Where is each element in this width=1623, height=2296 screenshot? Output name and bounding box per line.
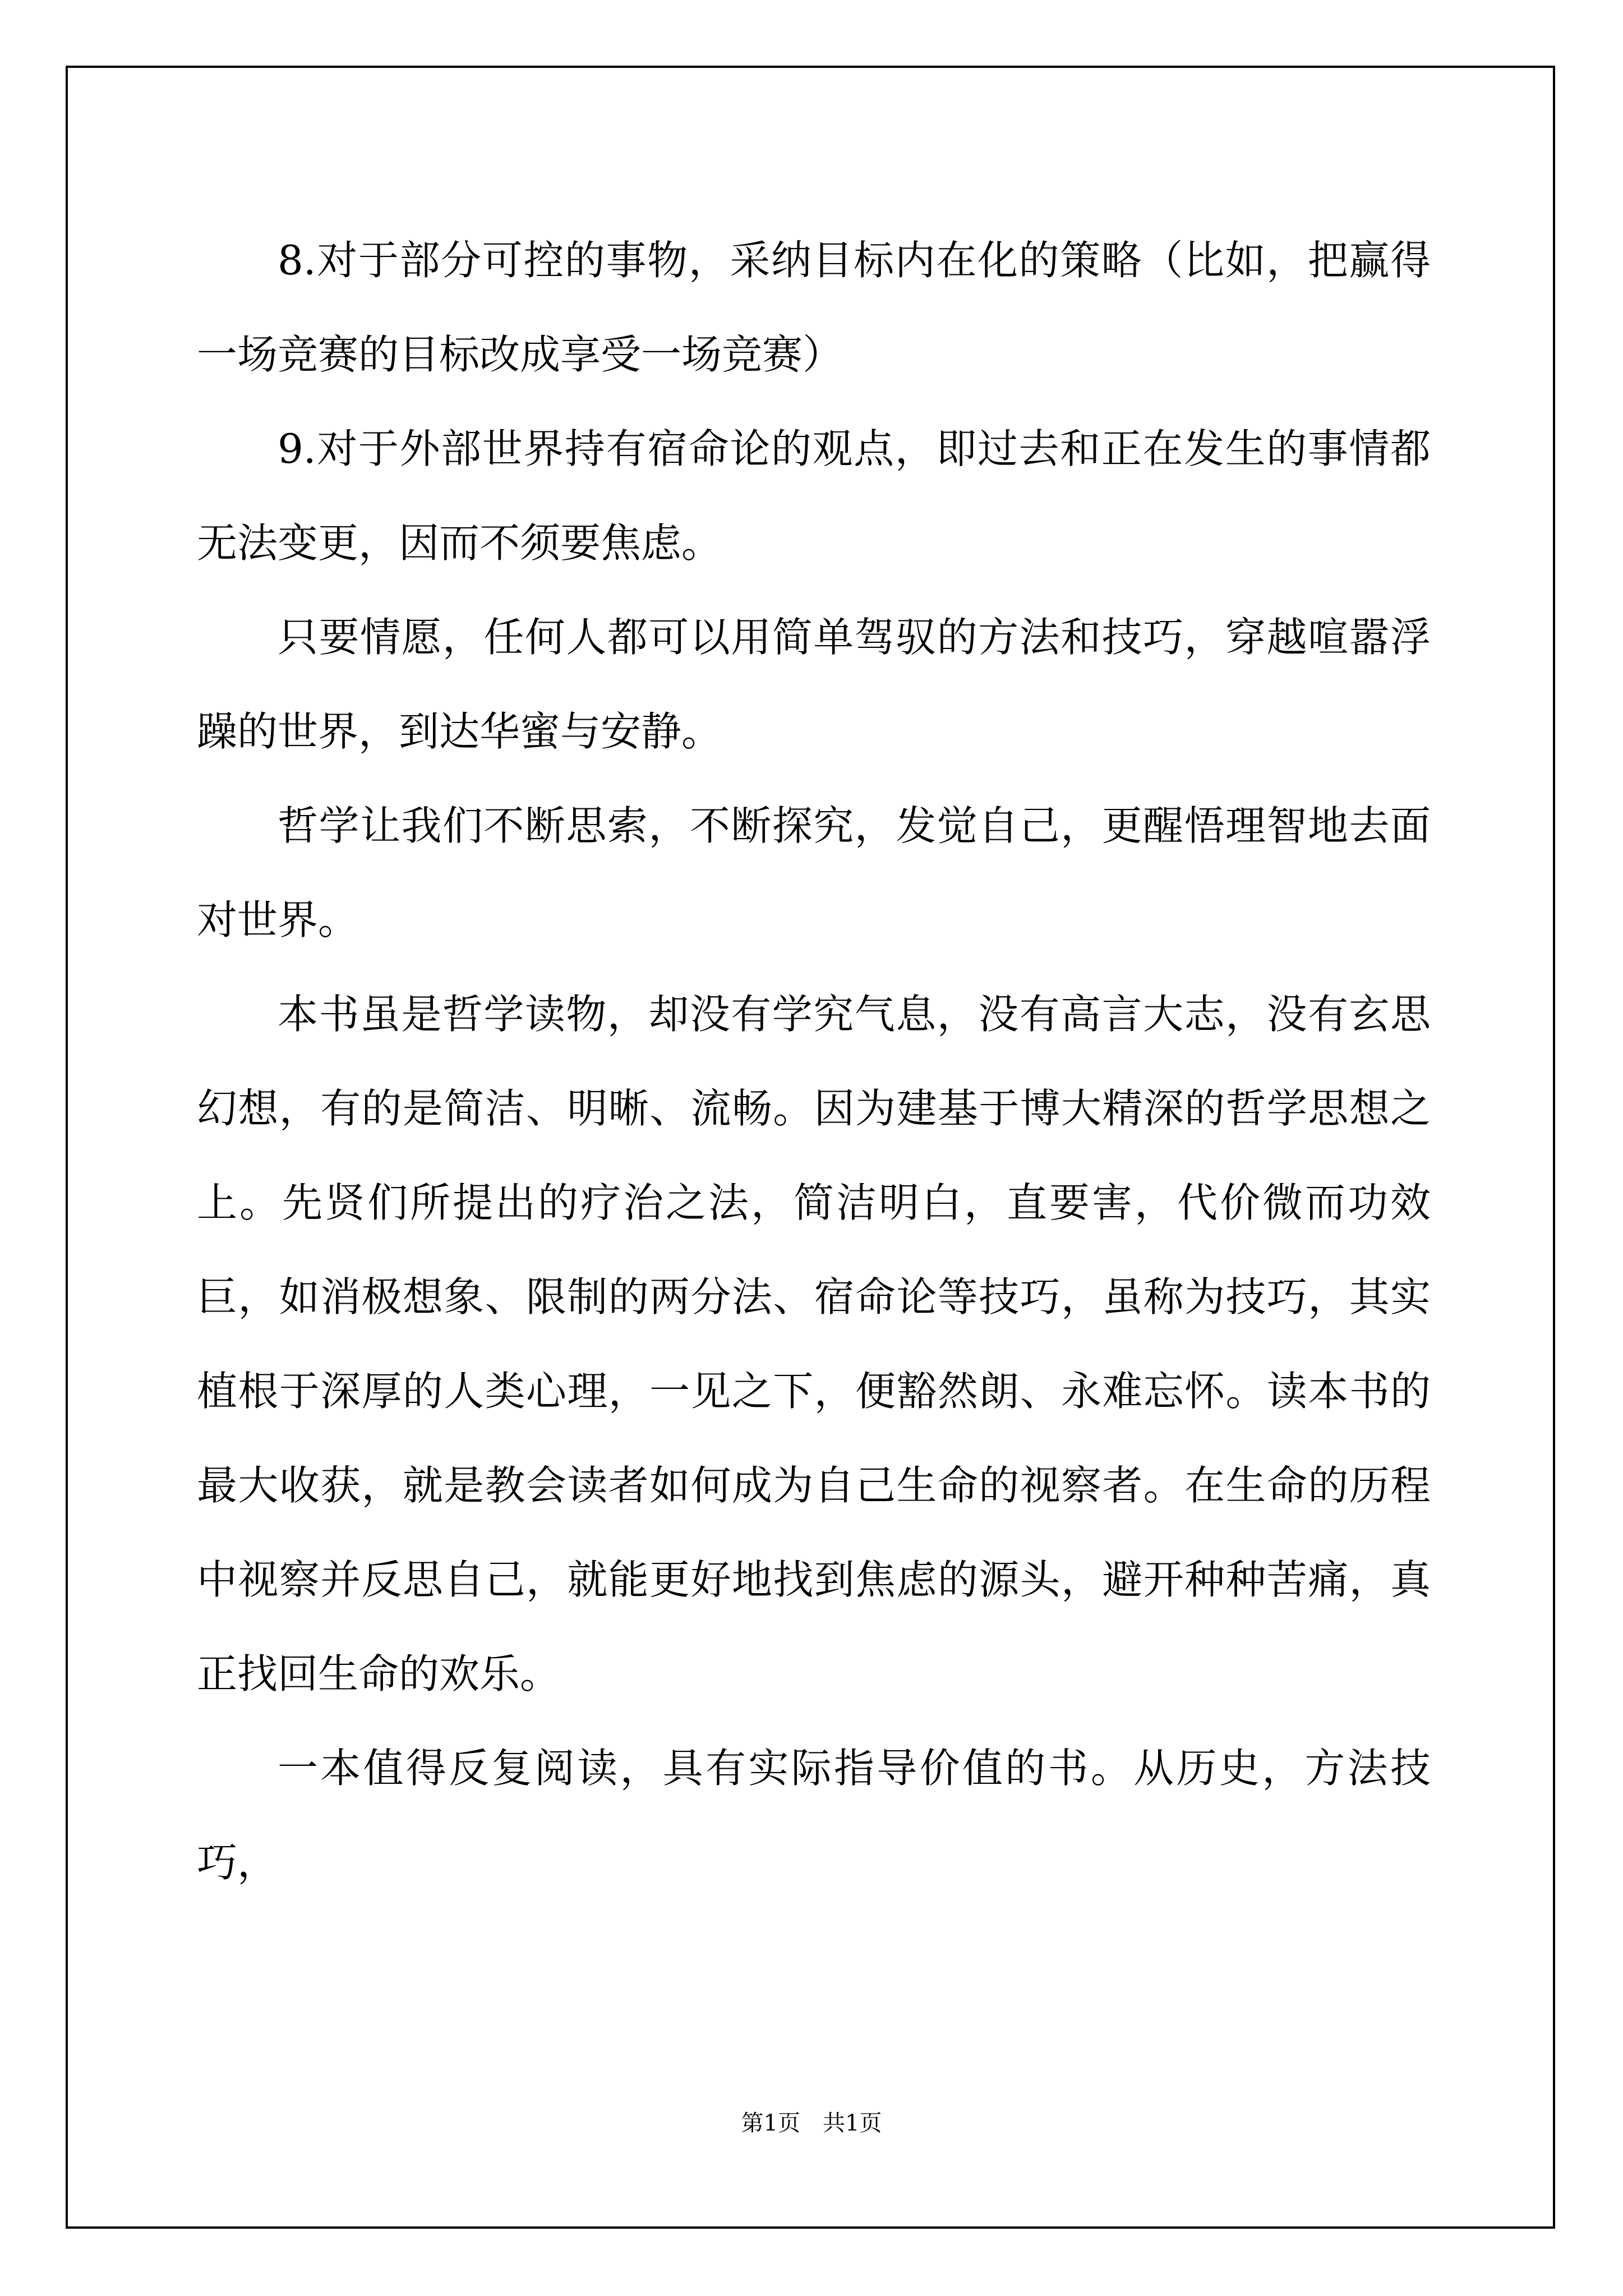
paragraph-philosophy: 哲学让我们不断思索，不断探究，发觉自己，更醒悟理智地去面对世界。 [197,802,1431,944]
page-number: 第1页 共1页 [741,2110,882,2136]
paragraph-recommendation: 一本值得反复阅读，具有实际指导价值的书。从历史，方法技巧， [197,1745,1431,1886]
paragraph-item-9: 9.对于外部世界持有宿命论的观点，即过去和正在发生的事情都无法变更，因而不须要焦虑。 [197,425,1431,567]
document-body [197,213,1431,1910]
paragraph-item-8: 8.对于部分可控的事物，采纳目标内在化的策略（比如，把赢得一场竞赛的目标改成享受一场竞赛） [197,237,1431,378]
paragraph-willingness: 只要情愿，任何人都可以用简单驾驭的方法和技巧，穿越喧嚣浮躁的世界，到达华蜜与安静。 [197,614,1431,755]
paragraph-book-review: 本书虽是哲学读物，却没有学究气息，没有高言大志，没有玄思幻想，有的是简洁、明晰、流畅。因为建基于博大精深的哲学思想之上。先贤们所提出的疗治之法，简洁明白，直要害，代价微而功效巨，如消极想象、限制的两分法、宿命论等技巧，虽称为技巧，其实植根于深厚的人类心理，一见之下，便豁然朗、永难忘怀。读本书的最大收获，就是教会读者如何成为自己生命的视察者。在生命的历程中视察并反思自己，就能更好地找到焦虑的源头，避开种种苦痛，真正找回生命的欢乐。 [197,991,1431,1697]
